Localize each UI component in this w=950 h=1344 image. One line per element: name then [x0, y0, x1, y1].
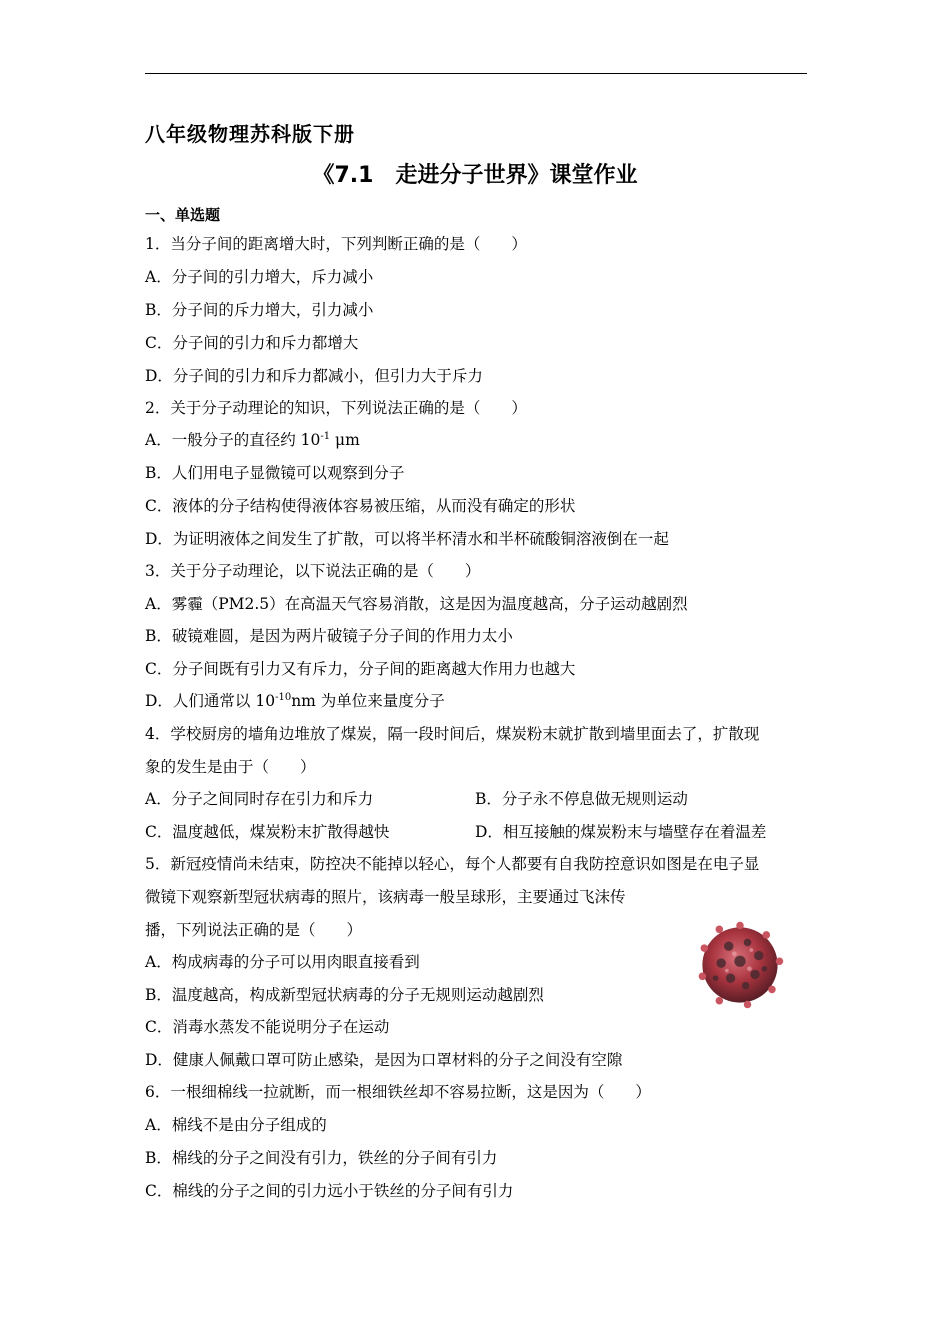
q5-option-b: B．温度越高，构成新型冠状病毒的分子无规则运动越剧烈 — [145, 986, 544, 1004]
section-heading: 一、单选题 — [145, 206, 221, 224]
q6-option-b: B．棉线的分子之间没有引力，铁丝的分子间有引力 — [145, 1149, 498, 1167]
grade-title: 八年级物理苏科版下册 — [145, 122, 355, 146]
coronavirus-image — [693, 918, 787, 1012]
q3-option-d-text: D．人们通常以 10 — [145, 692, 276, 710]
q5-option-d: D．健康人佩戴口罩可防止感染，是因为口罩材料的分子之间没有空隙 — [145, 1051, 623, 1069]
q2-option-a — [145, 430, 360, 450]
q5-option-c: C．消毒水蒸发不能说明分子在运动 — [145, 1018, 390, 1036]
q4-option-c: C．温度越低，煤炭粉末扩散得越快 — [145, 823, 390, 841]
q2-option-a-exponent: -1 — [320, 431, 331, 442]
q4-option-a: A．分子之间同时存在引力和斥力 — [145, 790, 374, 808]
q3-option-a: A．雾霾（PM2.5）在高温天气容易消散，这是因为温度越高，分子运动越剧烈 — [145, 595, 688, 613]
q5-stem-line3: 播，下列说法正确的是（ ） — [145, 921, 363, 939]
q2-option-c: C．液体的分子结构使得液体容易被压缩，从而没有确定的形状 — [145, 497, 576, 515]
q6-option-a: A．棉线不是由分子组成的 — [145, 1116, 327, 1134]
q5-stem-line1: 5．新冠疫情尚未结束，防控决不能掉以轻心，每个人都要有自我防控意识如图是在电子显 — [145, 855, 760, 873]
q2-stem: 2．关于分子动理论的知识，下列说法正确的是（ ） — [145, 399, 527, 417]
q1-option-a: A．分子间的引力增大，斥力减小 — [145, 268, 374, 286]
q3-option-d-unit: nm 为单位来量度分子 — [291, 692, 445, 710]
q4-stem-line1: 4．学校厨房的墙角边堆放了煤炭，隔一段时间后，煤炭粉末就扩散到墙里面去了，扩散现 — [145, 725, 760, 743]
q3-option-b: B．破镜难圆，是因为两片破镜子分子间的作用力太小 — [145, 627, 513, 645]
q2-option-b: B．人们用电子显微镜可以观察到分子 — [145, 464, 405, 482]
q6-option-c: C．棉线的分子之间的引力远小于铁丝的分子间有引力 — [145, 1182, 514, 1200]
q3-option-d-exponent: -10 — [275, 692, 292, 703]
q4-stem-line2: 象的发生是由于（ ） — [145, 758, 316, 776]
q3-option-d — [145, 691, 445, 711]
q2-option-a-unit: μm — [330, 431, 360, 449]
q1-stem: 1．当分子间的距离增大时，下列判断正确的是（ ） — [145, 235, 527, 253]
q1-option-c: C．分子间的引力和斥力都增大 — [145, 334, 359, 352]
q1-option-b: B．分子间的斥力增大，引力减小 — [145, 301, 374, 319]
q3-stem: 3．关于分子动理论，以下说法正确的是（ ） — [145, 562, 481, 580]
header-rule — [145, 73, 807, 74]
main-title: 《7.1 走进分子世界》课堂作业 — [312, 163, 638, 188]
q1-option-d: D．分子间的引力和斥力都减小，但引力大于斥力 — [145, 367, 483, 385]
q6-stem: 6．一根细棉线一拉就断，而一根细铁丝却不容易拉断，这是因为（ ） — [145, 1083, 651, 1101]
q5-option-a: A．构成病毒的分子可以用肉眼直接看到 — [145, 953, 420, 971]
q5-stem-line2: 微镜下观察新型冠状病毒的照片，该病毒一般呈球形，主要通过飞沫传 — [145, 888, 626, 906]
q2-option-d: D．为证明液体之间发生了扩散，可以将半杯清水和半杯硫酸铜溶液倒在一起 — [145, 530, 669, 548]
q3-option-c: C．分子间既有引力又有斥力，分子间的距离越大作用力也越大 — [145, 660, 576, 678]
q4-option-d: D．相互接触的煤炭粉末与墙壁存在着温差 — [475, 823, 767, 841]
q2-option-a-text: A．一般分子的直径约 10 — [145, 431, 321, 449]
q4-option-b: B．分子永不停息做无规则运动 — [475, 790, 688, 808]
